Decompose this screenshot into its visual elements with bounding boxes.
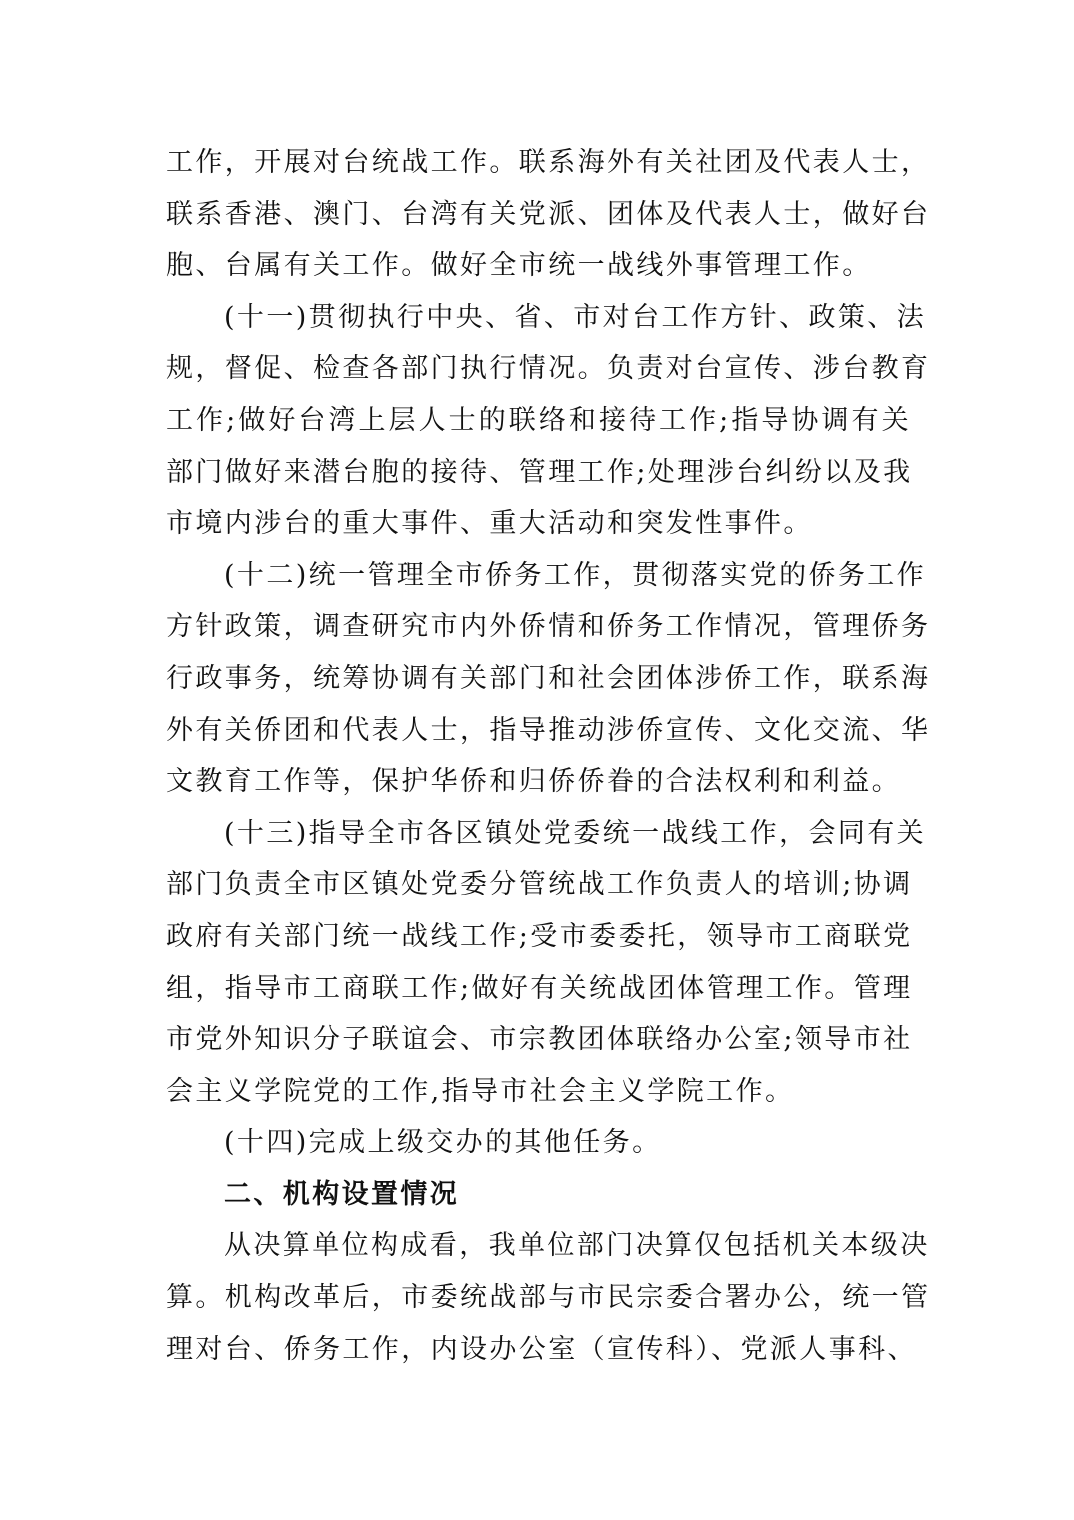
text-line: 外有关侨团和代表人士，指导推动涉侨宣传、文化交流、华 bbox=[166, 714, 931, 746]
paragraph-item-14 bbox=[166, 1117, 911, 1169]
paragraph-external-affairs bbox=[166, 137, 931, 292]
text-line: 从决算单位构成看，我单位部门决算仅包括机关本级决 bbox=[224, 1230, 930, 1262]
text-line: 文教育工作等，保护华侨和归侨侨眷的合法权利和利益。 bbox=[166, 766, 901, 798]
text-line: 组，指导市工商联工作;做好有关统战团体管理工作。管理 bbox=[166, 972, 913, 1004]
text-line: 规，督促、检查各部门执行情况。负责对台宣传、涉台教育 bbox=[166, 353, 931, 385]
section-heading bbox=[166, 1169, 911, 1221]
text-line: 会主义学院党的工作,指导市社会主义学院工作。 bbox=[166, 1075, 795, 1107]
text-line: (十四)完成上级交办的其他任务。 bbox=[224, 1127, 662, 1159]
text-line: 联系香港、澳门、台湾有关党派、团体及代表人士，做好台 bbox=[166, 198, 931, 230]
text-line: (十三)指导全市各区镇处党委统一战线工作，会同有关 bbox=[224, 817, 927, 849]
paragraph-item-11 bbox=[166, 292, 931, 550]
text-line: 理对台、侨务工作，内设办公室（宣传科）、党派人事科、 bbox=[166, 1333, 917, 1365]
text-line: 市党外知识分子联谊会、市宗教团体联络办公室;领导市社 bbox=[166, 1024, 913, 1056]
paragraph-item-12 bbox=[166, 550, 931, 808]
section-title: 二、机构设置情况 bbox=[224, 1178, 460, 1210]
text-line: 工作;做好台湾上层人士的联络和接待工作;指导协调有关 bbox=[166, 404, 911, 436]
text-line: 市境内涉台的重大事件、重大活动和突发性事件。 bbox=[166, 508, 813, 540]
text-line: (十一)贯彻执行中央、省、市对台工作方针、政策、法 bbox=[224, 301, 927, 333]
text-line: 方针政策，调查研究市内外侨情和侨务工作情况，管理侨务 bbox=[166, 611, 931, 643]
document-body bbox=[166, 137, 931, 1375]
text-line: 工作，开展对台统战工作。联系海外有关社团及代表人士， bbox=[166, 147, 931, 178]
text-line: 部门做好来潜台胞的接待、管理工作;处理涉台纠纷以及我 bbox=[166, 456, 913, 488]
text-line: (十二)统一管理全市侨务工作，贯彻落实党的侨务工作 bbox=[224, 559, 927, 591]
text-line: 政府有关部门统一战线工作;受市委委托，领导市工商联党 bbox=[166, 920, 913, 952]
text-line: 胞、台属有关工作。做好全市统一战线外事管理工作。 bbox=[166, 250, 872, 282]
text-line: 算。机构改革后，市委统战部与市民宗委合署办公，统一管 bbox=[166, 1282, 931, 1314]
paragraph-budget-units bbox=[166, 1220, 931, 1375]
text-line: 行政事务，统筹协调有关部门和社会团体涉侨工作，联系海 bbox=[166, 662, 931, 694]
text-line: 部门负责全市区镇处党委分管统战工作负责人的培训;协调 bbox=[166, 869, 913, 901]
paragraph-item-13 bbox=[166, 808, 927, 1118]
